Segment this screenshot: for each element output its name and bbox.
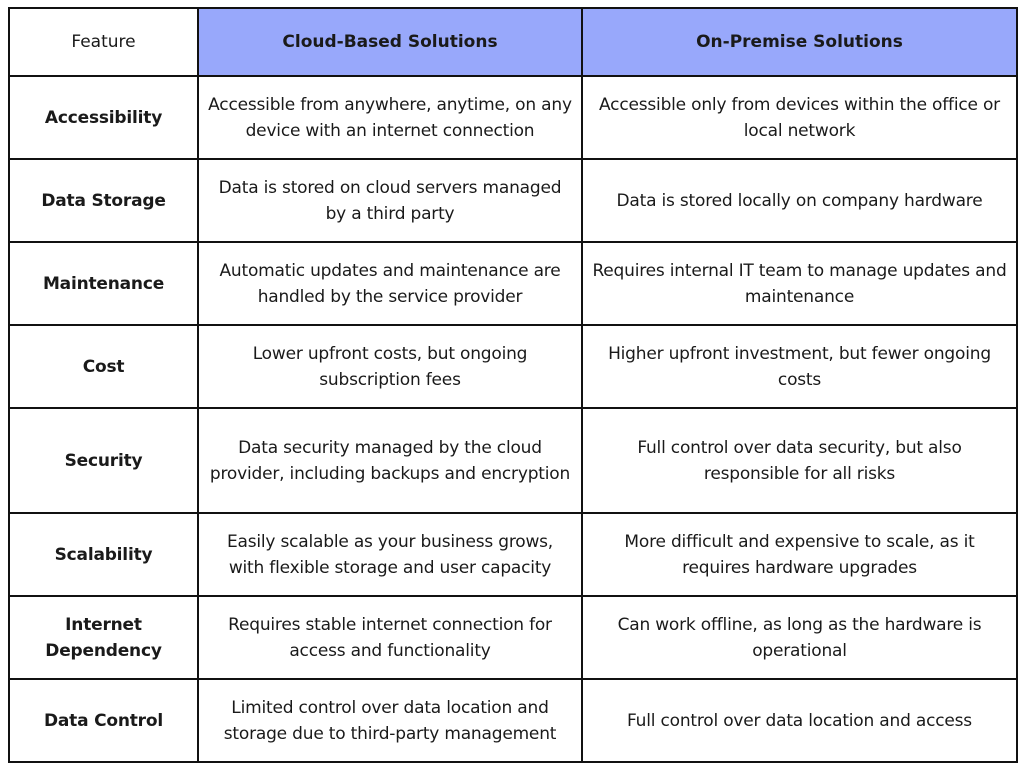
- cloud-cell: Requires stable internet connection for access and functionality: [198, 596, 582, 679]
- cloud-cell: Limited control over data location and storage due to third-party management: [198, 679, 582, 762]
- feature-cell: Security: [9, 408, 198, 513]
- onprem-cell: Higher upfront investment, but fewer ongoing costs: [582, 325, 1017, 408]
- table-row: [9, 76, 1017, 159]
- onprem-cell: More difficult and expensive to scale, as it requires hardware upgrades: [582, 513, 1017, 596]
- table-row: [9, 679, 1017, 762]
- cloud-cell: Lower upfront costs, but ongoing subscription fees: [198, 325, 582, 408]
- feature-cell: Scalability: [9, 513, 198, 596]
- header-onprem: On-Premise Solutions: [582, 8, 1017, 76]
- cloud-cell: Automatic updates and maintenance are handled by the service provider: [198, 242, 582, 325]
- table-row: [9, 159, 1017, 242]
- feature-cell: Internet Dependency: [9, 596, 198, 679]
- feature-cell: Maintenance: [9, 242, 198, 325]
- feature-cell: Accessibility: [9, 76, 198, 159]
- header-feature: Feature: [9, 8, 198, 76]
- onprem-cell: Full control over data security, but also responsible for all risks: [582, 408, 1017, 513]
- cloud-cell: Accessible from anywhere, anytime, on any device with an internet connection: [198, 76, 582, 159]
- feature-cell: Data Control: [9, 679, 198, 762]
- onprem-cell: Requires internal IT team to manage updates and maintenance: [582, 242, 1017, 325]
- table-row: [9, 325, 1017, 408]
- table-row: [9, 242, 1017, 325]
- table-row: [9, 596, 1017, 679]
- feature-cell: Cost: [9, 325, 198, 408]
- table-row: [9, 408, 1017, 513]
- onprem-cell: Can work offline, as long as the hardware is operational: [582, 596, 1017, 679]
- onprem-cell: Full control over data location and access: [582, 679, 1017, 762]
- onprem-cell: Accessible only from devices within the office or local network: [582, 76, 1017, 159]
- comparison-table: [8, 7, 1018, 763]
- cloud-cell: Easily scalable as your business grows, with flexible storage and user capacity: [198, 513, 582, 596]
- feature-cell: Data Storage: [9, 159, 198, 242]
- cloud-cell: Data security managed by the cloud provider, including backups and encryption: [198, 408, 582, 513]
- onprem-cell: Data is stored locally on company hardware: [582, 159, 1017, 242]
- header-cloud: Cloud-Based Solutions: [198, 8, 582, 76]
- table-row: [9, 513, 1017, 596]
- cloud-cell: Data is stored on cloud servers managed by a third party: [198, 159, 582, 242]
- header-row: [9, 8, 1017, 76]
